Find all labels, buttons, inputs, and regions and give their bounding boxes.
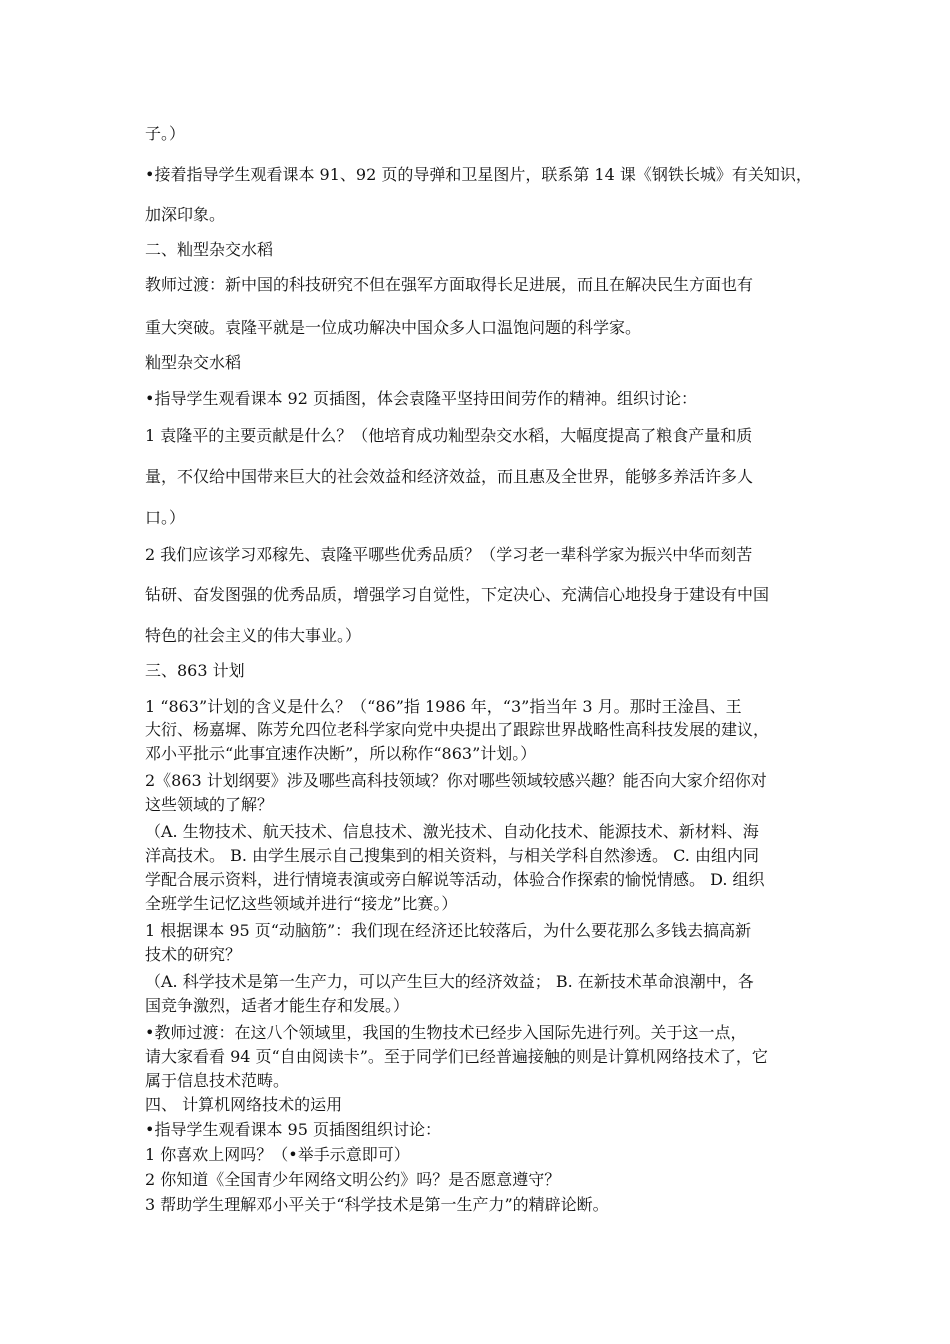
section-heading: 三、863 计划	[145, 661, 245, 680]
text-line: •指导学生观看课本 92 页插图，体会袁隆平坚持田间劳作的精神。组织讨论：	[145, 389, 697, 408]
text-line: 1 你喜欢上网吗？（•举手示意即可）	[145, 1145, 410, 1164]
text-line: 重大突破。袁隆平就是一位成功解决中国众多人口温饱问题的科学家。	[145, 318, 642, 337]
text-line: 洋高技术。 B. 由学生展示自己搜集到的相关资料，与相关学科自然渗透。 C. 由组内同	[145, 846, 759, 865]
text-line: 1 根据课本 95 页“动脑筋”：我们现在经济还比较落后，为什么要花那么多钱去搞高新	[145, 921, 752, 940]
text-line: 学配合展示资料，进行情境表演或旁白解说等活动，体验合作探索的愉悦情感。 D. 组织	[145, 870, 765, 889]
text-line: 这些领域的了解？	[145, 795, 274, 814]
text-line: 教师过渡：新中国的科技研究不但在强军方面取得长足进展，而且在解决民生方面也有	[145, 275, 754, 294]
text-line: 子。）	[145, 124, 186, 143]
text-line: 属于信息技术范畴。	[145, 1071, 290, 1090]
text-line: 邓小平批示“此事宜速作决断”，所以称作“863”计划。）	[145, 744, 537, 763]
text-line: 2 我们应该学习邓稼先、袁隆平哪些优秀品质？（学习老一辈科学家为振兴中华而刻苦	[145, 545, 753, 564]
text-line: （A. 生物技术、航天技术、信息技术、激光技术、自动化技术、能源技术、新材料、海	[145, 822, 759, 841]
text-line: 量，不仅给中国带来巨大的社会效益和经济效益，而且惠及全世界，能够多养活许多人	[145, 467, 754, 486]
text-line: 2《863 计划纲要》涉及哪些高科技领域？你对哪些领域较感兴趣？能否向大家介绍你对	[145, 771, 767, 790]
text-line: •教师过渡：在这八个领域里，我国的生物技术已经步入国际先进行列。关于这一点，	[145, 1023, 747, 1042]
text-line: 国竞争激烈，适者才能生存和发展。）	[145, 996, 410, 1015]
text-line: 加深印象。	[145, 205, 226, 224]
text-line: 2 你知道《全国青少年网络文明公约》吗？是否愿意遵守？	[145, 1170, 561, 1189]
text-line: 全班学生记忆这些领域并进行“接龙”比赛。）	[145, 894, 458, 913]
text-line: （A. 科学技术是第一生产力，可以产生巨大的经济效益； B. 在新技术革命浪潮中，各	[145, 972, 754, 991]
section-heading: 四、 计算机网络技术的运用	[145, 1095, 343, 1114]
text-line: •指导学生观看课本 95 页插图组织讨论：	[145, 1120, 441, 1139]
text-line: 钻研、奋发图强的优秀品质，增强学习自觉性，下定决心、充满信心地投身于建设有中国	[145, 585, 770, 604]
subheading: 籼型杂交水稻	[145, 353, 242, 372]
text-line: 1 “863”计划的含义是什么？（“86”指 1986 年，“3”指当年 3 月。那时王淦昌、王	[145, 697, 742, 716]
text-line: 口。）	[145, 508, 186, 527]
text-line: 技术的研究？	[145, 945, 242, 964]
text-line: 特色的社会主义的伟大事业。）	[145, 626, 362, 645]
text-line: •接着指导学生观看课本 91、92 页的导弹和卫星图片，联系第 14 课《钢铁长城》有关知识，	[145, 165, 812, 184]
text-line: 1 袁隆平的主要贡献是什么？（他培育成功籼型杂交水稻，大幅度提高了粮食产量和质	[145, 426, 753, 445]
section-heading: 二、籼型杂交水稻	[145, 240, 274, 259]
text-line: 大衍、杨嘉墀、陈芳允四位老科学家向党中央提出了跟踪世界战略性高科技发展的建议，	[145, 720, 770, 739]
text-line: 3 帮助学生理解邓小平关于“科学技术是第一生产力”的精辟论断。	[145, 1195, 609, 1214]
text-line: 请大家看看 94 页“自由阅读卡”。至于同学们已经普遍接触的则是计算机网络技术了，它	[145, 1047, 768, 1066]
